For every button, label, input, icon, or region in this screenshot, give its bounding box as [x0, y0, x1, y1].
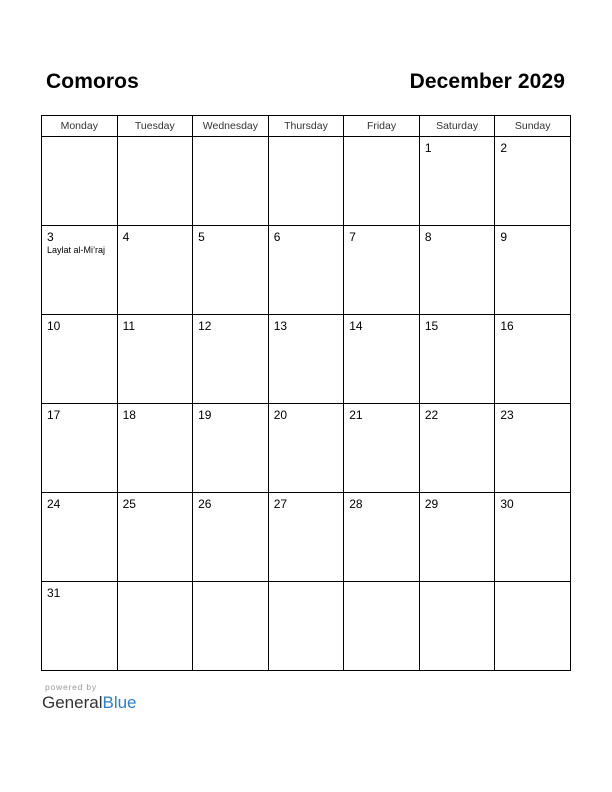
day-cell	[495, 404, 571, 493]
day-cell	[495, 493, 571, 582]
day-number: 30	[500, 497, 514, 511]
day-number: 8	[424, 230, 432, 244]
day-cell	[344, 226, 420, 315]
day-number: 16	[500, 319, 514, 333]
day-cell	[344, 315, 420, 404]
day-cell	[193, 582, 269, 671]
day-number: 31	[47, 586, 61, 600]
day-number: 5	[198, 230, 205, 244]
weekday-monday: Monday	[42, 116, 118, 137]
week-row	[42, 404, 571, 493]
day-number	[344, 137, 419, 141]
day-number	[193, 582, 268, 586]
day-number	[42, 137, 117, 141]
day-cell	[117, 404, 193, 493]
day-cell	[344, 582, 420, 671]
weekday-sunday: Sunday	[495, 116, 571, 137]
day-number: 28	[349, 497, 363, 511]
brand-general-text: General	[42, 693, 103, 712]
day-cell	[419, 404, 495, 493]
day-number	[118, 582, 193, 586]
day-number	[193, 137, 268, 141]
day-number: 14	[349, 319, 363, 333]
day-cell	[42, 226, 118, 315]
day-cell	[419, 315, 495, 404]
day-number: 23	[500, 408, 514, 422]
day-cell	[419, 137, 495, 226]
day-number: 27	[273, 497, 288, 511]
day-cell	[268, 493, 344, 582]
day-cell	[268, 582, 344, 671]
day-number: 2	[500, 141, 508, 155]
day-number: 15	[424, 319, 439, 333]
day-cell	[117, 582, 193, 671]
day-number: 9	[500, 230, 508, 244]
day-number	[495, 582, 570, 586]
day-cell	[117, 137, 193, 226]
day-cell	[117, 315, 193, 404]
day-number: 10	[47, 319, 61, 333]
holiday-label: Laylat al-Mi’raj	[47, 245, 106, 255]
weekday-header-row	[42, 116, 571, 137]
day-cell	[268, 404, 344, 493]
day-cell	[193, 226, 269, 315]
day-number: 18	[122, 408, 136, 422]
day-cell	[419, 226, 495, 315]
week-row	[42, 315, 571, 404]
day-number	[118, 137, 193, 141]
day-number	[269, 137, 344, 141]
day-number: 25	[122, 497, 136, 511]
day-number: 26	[198, 497, 212, 511]
day-cell	[193, 493, 269, 582]
week-row	[42, 493, 571, 582]
day-number: 11	[122, 319, 136, 333]
day-number: 17	[47, 408, 61, 422]
week-row	[42, 226, 571, 315]
day-cell	[344, 137, 420, 226]
calendar-grid	[41, 115, 571, 671]
week-row	[42, 137, 571, 226]
day-cell	[42, 404, 118, 493]
day-number: 22	[424, 408, 439, 422]
day-cell	[495, 226, 571, 315]
country-title: Comoros	[46, 70, 139, 93]
day-cell	[344, 404, 420, 493]
day-cell	[495, 582, 571, 671]
day-cell	[193, 315, 269, 404]
day-cell	[419, 582, 495, 671]
day-number: 6	[273, 230, 281, 244]
day-cell	[193, 404, 269, 493]
powered-by-label: powered by	[45, 682, 97, 692]
day-cell	[268, 137, 344, 226]
day-cell	[268, 226, 344, 315]
generalblue-logo[interactable]	[42, 693, 137, 713]
weekday-friday: Friday	[344, 116, 420, 137]
day-number: 20	[273, 408, 288, 422]
day-number: 3	[47, 230, 54, 244]
day-cell	[268, 315, 344, 404]
day-number: 1	[424, 141, 432, 155]
day-number: 13	[273, 319, 288, 333]
day-cell	[42, 137, 118, 226]
day-cell	[495, 137, 571, 226]
day-number	[344, 582, 419, 586]
weekday-thursday: Thursday	[268, 116, 344, 137]
day-cell	[193, 137, 269, 226]
weekday-wednesday: Wednesday	[193, 116, 269, 137]
day-cell	[344, 493, 420, 582]
day-cell	[495, 315, 571, 404]
week-row	[42, 582, 571, 671]
day-number: 24	[47, 497, 61, 511]
day-number: 4	[122, 230, 130, 244]
day-number	[420, 582, 495, 586]
day-number	[269, 582, 344, 586]
day-cell	[42, 493, 118, 582]
day-number: 7	[349, 230, 356, 244]
day-number: 29	[424, 497, 439, 511]
day-number: 19	[198, 408, 212, 422]
weekday-tuesday: Tuesday	[117, 116, 193, 137]
day-cell	[42, 315, 118, 404]
brand-blue-text: Blue	[102, 693, 137, 712]
day-cell	[117, 493, 193, 582]
day-cell	[42, 582, 118, 671]
weekday-saturday: Saturday	[419, 116, 495, 137]
day-number: 12	[198, 319, 212, 333]
day-cell	[117, 226, 193, 315]
month-year-title: December 2029	[409, 70, 565, 93]
day-cell	[419, 493, 495, 582]
day-number: 21	[349, 408, 363, 422]
